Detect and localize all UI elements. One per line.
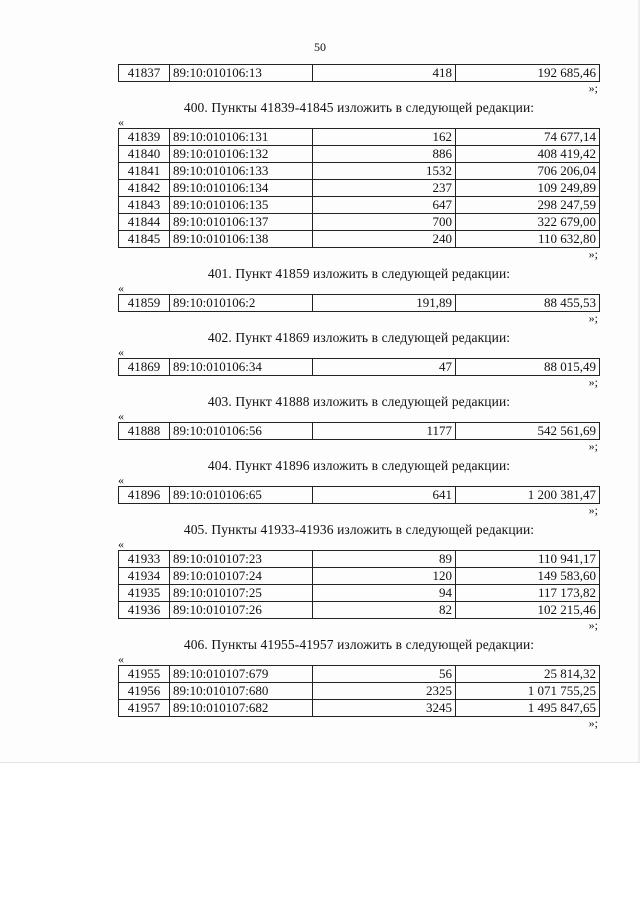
cadastral-value-cell: 1 495 847,65 bbox=[456, 700, 600, 717]
cadastral-number-cell: 89:10:010107:679 bbox=[170, 666, 313, 683]
item-number-cell: 41843 bbox=[119, 197, 170, 214]
cadastral-value-cell: 1 071 755,25 bbox=[456, 683, 600, 700]
cadastral-number-cell: 89:10:010107:23 bbox=[170, 551, 313, 568]
item-number-cell: 41841 bbox=[119, 163, 170, 180]
closing-quote: »; bbox=[588, 311, 598, 325]
table-row bbox=[119, 666, 600, 683]
section-heading: 402. Пункт 41869 изложить в следующей редакции: bbox=[207, 330, 511, 345]
closing-quote: »; bbox=[588, 247, 598, 261]
cadastral-number-cell: 89:10:010106:65 bbox=[170, 487, 313, 504]
section-heading: 401. Пункт 41859 изложить в следующей редакции: bbox=[207, 266, 511, 281]
cadastral-number-cell: 89:10:010106:138 bbox=[170, 231, 313, 248]
area-cell: 418 bbox=[313, 65, 456, 82]
parcel-table bbox=[118, 358, 600, 376]
cadastral-number-cell: 89:10:010106:137 bbox=[170, 214, 313, 231]
opening-quote: « bbox=[118, 345, 124, 359]
area-cell: 82 bbox=[313, 602, 456, 619]
table-row bbox=[119, 180, 600, 197]
table-row bbox=[119, 231, 600, 248]
amendment-section bbox=[118, 266, 600, 325]
item-number-cell: 41933 bbox=[119, 551, 170, 568]
parcel-table bbox=[118, 550, 600, 619]
item-number-cell: 41934 bbox=[119, 568, 170, 585]
amendment-section bbox=[118, 64, 600, 95]
table-row bbox=[119, 65, 600, 82]
item-number-cell: 41839 bbox=[119, 129, 170, 146]
cadastral-value-cell: 88 455,53 bbox=[456, 295, 600, 312]
cadastral-value-cell: 25 814,32 bbox=[456, 666, 600, 683]
item-number-cell: 41844 bbox=[119, 214, 170, 231]
area-cell: 162 bbox=[313, 129, 456, 146]
parcel-table bbox=[118, 64, 600, 82]
cadastral-number-cell: 89:10:010107:24 bbox=[170, 568, 313, 585]
parcel-table bbox=[118, 665, 600, 717]
item-number-cell: 41842 bbox=[119, 180, 170, 197]
section-heading: 403. Пункт 41888 изложить в следующей редакции: bbox=[207, 394, 511, 409]
closing-quote: »; bbox=[588, 618, 598, 632]
cadastral-number-cell: 89:10:010106:13 bbox=[170, 65, 313, 82]
opening-quote: « bbox=[118, 115, 124, 129]
section-heading: 405. Пункты 41933-41936 изложить в следующей редакции: bbox=[183, 522, 535, 537]
area-cell: 237 bbox=[313, 180, 456, 197]
closing-quote: »; bbox=[588, 439, 598, 453]
table-row bbox=[119, 129, 600, 146]
cadastral-number-cell: 89:10:010106:134 bbox=[170, 180, 313, 197]
area-cell: 1532 bbox=[313, 163, 456, 180]
area-cell: 641 bbox=[313, 487, 456, 504]
item-number-cell: 41896 bbox=[119, 487, 170, 504]
amendment-section bbox=[118, 100, 600, 261]
opening-quote: « bbox=[118, 409, 124, 423]
parcel-table bbox=[118, 294, 600, 312]
area-cell: 886 bbox=[313, 146, 456, 163]
table-row bbox=[119, 487, 600, 504]
section-heading: 406. Пункты 41955-41957 изложить в следующей редакции: bbox=[183, 637, 535, 652]
cadastral-number-cell: 89:10:010106:131 bbox=[170, 129, 313, 146]
area-cell: 191,89 bbox=[313, 295, 456, 312]
cadastral-number-cell: 89:10:010106:135 bbox=[170, 197, 313, 214]
cadastral-number-cell: 89:10:010106:34 bbox=[170, 359, 313, 376]
cadastral-value-cell: 109 249,89 bbox=[456, 180, 600, 197]
area-cell: 47 bbox=[313, 359, 456, 376]
area-cell: 120 bbox=[313, 568, 456, 585]
item-number-cell: 41859 bbox=[119, 295, 170, 312]
opening-quote: « bbox=[118, 537, 124, 551]
closing-quote: »; bbox=[588, 503, 598, 517]
cadastral-number-cell: 89:10:010107:25 bbox=[170, 585, 313, 602]
cadastral-value-cell: 110 941,17 bbox=[456, 551, 600, 568]
table-row bbox=[119, 683, 600, 700]
table-row bbox=[119, 359, 600, 376]
closing-quote: »; bbox=[588, 81, 598, 95]
item-number-cell: 41955 bbox=[119, 666, 170, 683]
amendment-section bbox=[118, 522, 600, 632]
closing-quote: »; bbox=[588, 375, 598, 389]
table-row bbox=[119, 585, 600, 602]
area-cell: 240 bbox=[313, 231, 456, 248]
cadastral-value-cell: 110 632,80 bbox=[456, 231, 600, 248]
area-cell: 700 bbox=[313, 214, 456, 231]
item-number-cell: 41935 bbox=[119, 585, 170, 602]
cadastral-number-cell: 89:10:010107:682 bbox=[170, 700, 313, 717]
cadastral-number-cell: 89:10:010106:132 bbox=[170, 146, 313, 163]
opening-quote: « bbox=[118, 281, 124, 295]
cadastral-value-cell: 192 685,46 bbox=[456, 65, 600, 82]
parcel-table bbox=[118, 486, 600, 504]
area-cell: 3245 bbox=[313, 700, 456, 717]
area-cell: 56 bbox=[313, 666, 456, 683]
item-number-cell: 41936 bbox=[119, 602, 170, 619]
amendment-section bbox=[118, 330, 600, 389]
cadastral-value-cell: 322 679,00 bbox=[456, 214, 600, 231]
item-number-cell: 41957 bbox=[119, 700, 170, 717]
amendment-section bbox=[118, 458, 600, 517]
item-number-cell: 41888 bbox=[119, 423, 170, 440]
amendment-section bbox=[118, 394, 600, 453]
parcel-table bbox=[118, 128, 600, 248]
area-cell: 2325 bbox=[313, 683, 456, 700]
cadastral-value-cell: 149 583,60 bbox=[456, 568, 600, 585]
amendment-section bbox=[118, 637, 600, 730]
opening-quote: « bbox=[118, 473, 124, 487]
area-cell: 94 bbox=[313, 585, 456, 602]
table-row bbox=[119, 551, 600, 568]
cadastral-number-cell: 89:10:010106:133 bbox=[170, 163, 313, 180]
page-number: 50 bbox=[314, 40, 326, 54]
table-row bbox=[119, 602, 600, 619]
parcel-table bbox=[118, 422, 600, 440]
cadastral-value-cell: 706 206,04 bbox=[456, 163, 600, 180]
cadastral-number-cell: 89:10:010107:26 bbox=[170, 602, 313, 619]
item-number-cell: 41840 bbox=[119, 146, 170, 163]
cadastral-value-cell: 298 247,59 bbox=[456, 197, 600, 214]
area-cell: 1177 bbox=[313, 423, 456, 440]
item-number-cell: 41845 bbox=[119, 231, 170, 248]
cadastral-value-cell: 102 215,46 bbox=[456, 602, 600, 619]
cadastral-value-cell: 88 015,49 bbox=[456, 359, 600, 376]
cadastral-number-cell: 89:10:010106:56 bbox=[170, 423, 313, 440]
cadastral-value-cell: 74 677,14 bbox=[456, 129, 600, 146]
item-number-cell: 41869 bbox=[119, 359, 170, 376]
item-number-cell: 41837 bbox=[119, 65, 170, 82]
table-row bbox=[119, 568, 600, 585]
table-row bbox=[119, 146, 600, 163]
cadastral-number-cell: 89:10:010106:2 bbox=[170, 295, 313, 312]
table-row bbox=[119, 700, 600, 717]
cadastral-number-cell: 89:10:010107:680 bbox=[170, 683, 313, 700]
cadastral-value-cell: 1 200 381,47 bbox=[456, 487, 600, 504]
section-heading: 404. Пункт 41896 изложить в следующей редакции: bbox=[207, 458, 511, 473]
item-number-cell: 41956 bbox=[119, 683, 170, 700]
table-row bbox=[119, 295, 600, 312]
area-cell: 89 bbox=[313, 551, 456, 568]
table-row bbox=[119, 423, 600, 440]
cadastral-value-cell: 542 561,69 bbox=[456, 423, 600, 440]
area-cell: 647 bbox=[313, 197, 456, 214]
table-row bbox=[119, 163, 600, 180]
document-content bbox=[118, 64, 600, 730]
table-row bbox=[119, 197, 600, 214]
table-row bbox=[119, 214, 600, 231]
closing-quote: »; bbox=[588, 716, 598, 730]
cadastral-value-cell: 117 173,82 bbox=[456, 585, 600, 602]
section-heading: 400. Пункты 41839-41845 изложить в следующей редакции: bbox=[183, 100, 535, 115]
opening-quote: « bbox=[118, 652, 124, 666]
cadastral-value-cell: 408 419,42 bbox=[456, 146, 600, 163]
